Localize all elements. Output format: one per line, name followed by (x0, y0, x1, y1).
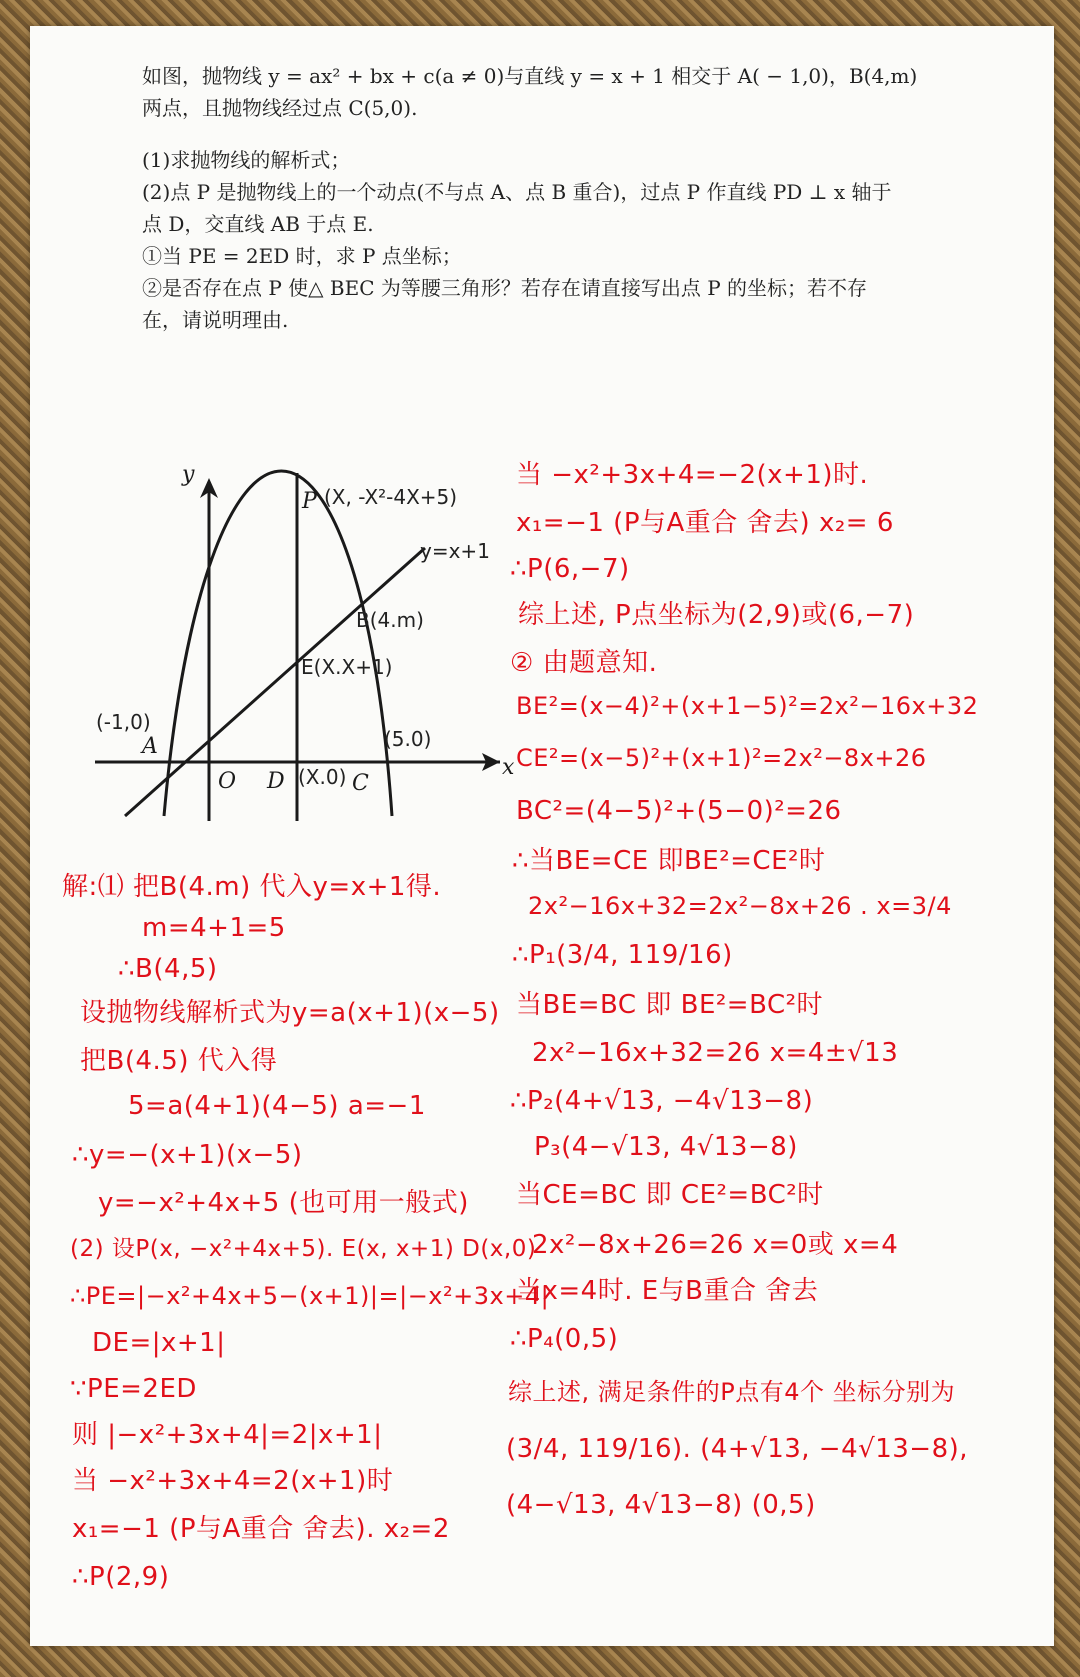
line-equation-label: y=x+1 (420, 539, 490, 563)
solution-line: 当 −x²+3x+4=−2(x+1)时. (516, 460, 869, 490)
solution-line: ∴P₄(0,5) (510, 1324, 619, 1354)
paper-sheet (30, 26, 1054, 1646)
point-c-coordinate: (5.0) (384, 727, 432, 751)
origin-label: O (218, 769, 237, 794)
solution-line: ∴P(6,−7) (510, 554, 630, 584)
point-p-coordinate: (X, -X²-4X+5) (324, 485, 458, 509)
solution-line: 设抛物线解析式为y=a(x+1)(x−5) (80, 998, 500, 1028)
question-1: (1)求抛物线的解析式； (142, 148, 351, 172)
solution-line: ② 由题意知. (510, 648, 658, 678)
question-2-cont: 点 D，交直线 AB 于点 E. (142, 212, 374, 236)
solution-line: 当BE=BC 即 BE²=BC²时 (516, 990, 824, 1020)
solution-line: 当x=4时. E与B重合 舍去 (516, 1276, 819, 1306)
solution-line: 解:⑴ 把B(4.m) 代入y=x+1得. (62, 872, 442, 902)
point-a-coordinate: (-1,0) (96, 710, 151, 734)
question-2-part-2: ②是否存在点 P 使△ BEC 为等腰三角形？若存在请直接写出点 P 的坐标；若不存 (142, 276, 868, 300)
solution-line: ∴B(4,5) (118, 954, 218, 984)
problem-line: 两点，且抛物线经过点 C(5,0). (142, 96, 418, 120)
solution-line: BC²=(4−5)²+(5−0)²=26 (516, 796, 842, 826)
solution-line: BE²=(x−4)²+(x+1−5)²=2x²−16x+32 (516, 692, 979, 720)
point-d-label: D (267, 769, 285, 794)
solution-line: (2) 设P(x, −x²+4x+5). E(x, x+1) D(x,0) (70, 1236, 537, 1262)
solution-line: 5=a(4+1)(4−5) a=−1 (128, 1091, 426, 1121)
solution-line: x₁=−1 (P与A重合 舍去). x₂=2 (72, 1514, 450, 1544)
question-2: (2)点 P 是抛物线上的一个动点(不与点 A、点 B 重合)，过点 P 作直线 PD ⊥ x 轴于 (142, 180, 892, 204)
solution-line: 2x²−8x+26=26 x=0或 x=4 (532, 1230, 899, 1260)
solution-line: 综上述, 满足条件的P点有4个 坐标分别为 (508, 1378, 956, 1406)
question-2-part-2-cont: 在，请说明理由. (142, 308, 289, 332)
solution-line: 2x²−16x+32=26 x=4±√13 (532, 1038, 899, 1068)
solution-line: P₃(4−√13, 4√13−8) (534, 1132, 798, 1162)
solution-line: 当CE=BC 即 CE²=BC²时 (516, 1180, 824, 1210)
point-b-label: B(4.m) (356, 608, 424, 632)
solution-line: DE=|x+1| (92, 1328, 226, 1358)
solution-line: ∴P(2,9) (72, 1562, 170, 1592)
point-p-label: P (302, 489, 317, 514)
solution-line: 当 −x²+3x+4=2(x+1)时 (72, 1466, 394, 1496)
solution-line: (4−√13, 4√13−8) (0,5) (506, 1490, 816, 1520)
y-axis-label: y (182, 462, 195, 487)
point-c-label: C (352, 771, 369, 796)
solution-line: 2x²−16x+32=2x²−8x+26 . x=3/4 (528, 892, 952, 920)
solution-line: ∴P₁(3/4, 119/16) (512, 940, 733, 970)
solution-line: y=−x²+4x+5 (也可用一般式) (98, 1188, 469, 1218)
solution-line: 则 |−x²+3x+4|=2|x+1| (72, 1420, 383, 1450)
x-axis-label: x (502, 755, 515, 780)
point-a-label: A (142, 734, 158, 759)
solution-line: x₁=−1 (P与A重合 舍去) x₂= 6 (516, 508, 894, 538)
solution-line: ∴P₂(4+√13, −4√13−8) (510, 1086, 814, 1116)
solution-line: ∴当BE=CE 即BE²=CE²时 (512, 846, 826, 876)
point-d-coordinate: (X.0) (298, 765, 347, 789)
solution-line: ∵PE=2ED (70, 1374, 197, 1404)
question-2-part-1: ①当 PE = 2ED 时，求 P 点坐标； (142, 244, 462, 268)
point-e-label: E(X.X+1) (301, 655, 393, 679)
solution-line: 把B(4.5) 代入得 (80, 1046, 278, 1076)
solution-line: (3/4, 119/16). (4+√13, −4√13−8), (506, 1434, 969, 1464)
solution-line: CE²=(x−5)²+(x+1)²=2x²−8x+26 (516, 744, 927, 772)
problem-line: 如图，抛物线 y = ax² + bx + c(a ≠ 0)与直线 y = x + 1 相交于 A( − 1,0)，B(4,m) (142, 64, 918, 88)
solution-line: m=4+1=5 (142, 913, 286, 943)
solution-line: ∴y=−(x+1)(x−5) (72, 1140, 303, 1170)
solution-line: 综上述, P点坐标为(2,9)或(6,−7) (518, 600, 915, 630)
solution-line: ∴PE=|−x²+4x+5−(x+1)|=|−x²+3x+4| (70, 1282, 550, 1310)
